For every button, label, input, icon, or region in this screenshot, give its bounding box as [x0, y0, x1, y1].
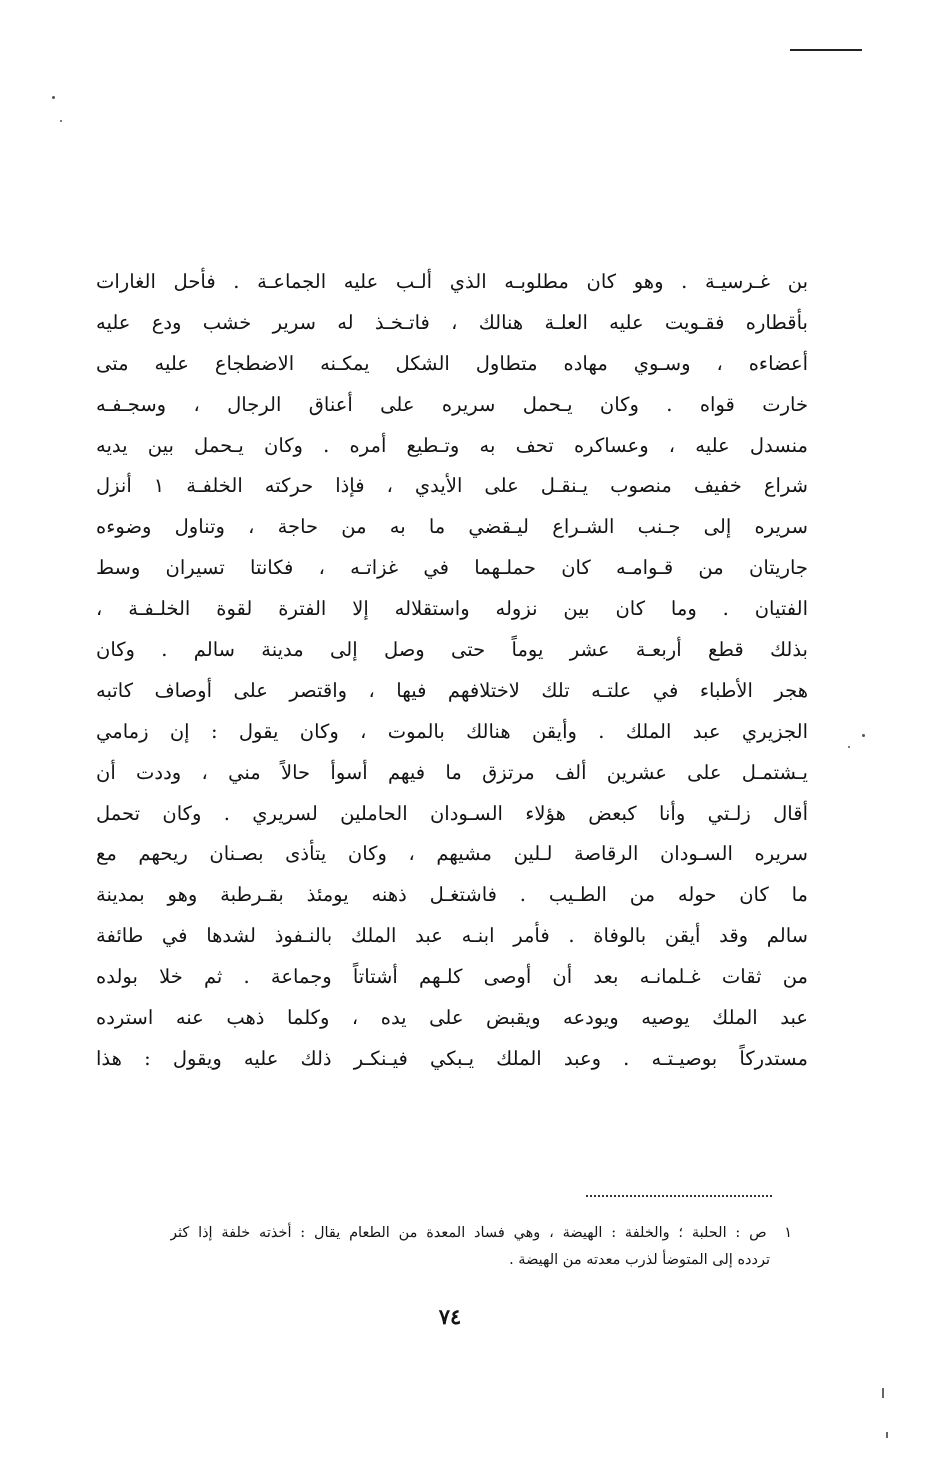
text-line: بن غـرسيـة . وهو كان مطلوبـه الذي ألـب عليه الجماعـة . فأحل الغارات	[96, 270, 808, 293]
header-rule	[790, 49, 862, 51]
text-line: مستدركاً بوصيـتـه . وعبد الملك يـبكي فيـنكـر ذلك عليه ويقول : هذا	[96, 1046, 808, 1070]
text-line: سريره إلى جـنب الشـراع ليـقضي ما به من حاجة ، وتناول وضوءه	[96, 515, 808, 539]
text-line: أعضاءه ، وسـوي مهاده متطاول الشكل يمكـنه الاضطجاع عليه متى	[96, 351, 808, 375]
page-number: ٧٤	[438, 1304, 462, 1329]
footnote-line	[170, 1220, 792, 1247]
text-line: أقال زلـتي وأنا كبعض هؤلاء السـودان الحاملين لسريري . وكان تحمل	[96, 801, 808, 825]
text-line: يـشتمـل على عشرين ألف مرتزق ما فيهم أسوأ حالاً مني ، وددت أن	[96, 760, 808, 784]
text-line: جاريتان من قـوامـه كان حملـهما في غزاتـه ، فكانتا تسيران وسط	[96, 556, 808, 580]
text-line: خارت قواه . وكان يـحمل سريره على أعناق الرجال ، وسجـفـه	[96, 392, 808, 416]
text-line: بذلك قطع أربعـة عشر يوماً حتى وصل إلى مدينة سالم . وكان	[96, 638, 808, 662]
text-line: سالم وقد أيقن بالوفاة . فأمر ابنـه عبد الملك بالنـفوذ لشدها في طائفة	[96, 924, 808, 948]
text-line: من ثقات غـلمانـه بعد أن أوصى كلـهم أشتاتاً وجماعة . ثم خلا بولده	[96, 965, 808, 989]
text-line: بأقطاره فقـويت عليه العلـة هنالك ، فاتـخـذ له سرير خشب ودع عليه	[96, 310, 808, 334]
text-line: الجزيري عبد الملك . وأيقن هنالك بالموت ، وكان يقول : إن زمامي	[96, 719, 808, 743]
text-line: عبد الملك يوصيه ويودعه ويقبض على يده ، وكلما ذهب عنه استرده	[96, 1006, 808, 1030]
scan-edge-mark	[886, 1432, 888, 1438]
scan-edge-mark	[882, 1388, 884, 1398]
text-line: شراع خفيف منصوب يـنقـل على الأيدي ، فإذا حركته الخلفـة ١ أنزل	[96, 474, 808, 498]
body-text	[96, 262, 808, 1080]
footnote-separator	[586, 1195, 772, 1197]
text-line: ما كان حوله من الطـيب . فاشتغـل ذهنه يومئذ بقـرطبة وهو بمدينة	[96, 883, 808, 907]
footnote	[170, 1220, 792, 1274]
text-line: الفتيان . وما كان بين نزوله واستقلاله إلا الفترة لقوة الخلـفـة ،	[96, 597, 808, 621]
footnote-text: ص : الحلبة ؛ والخلفة : الهيضة ، وهي فساد المعدة من الطعام يقال : أخذته خلفة إذا كثر	[170, 1225, 767, 1241]
footnote-marker: ١	[784, 1225, 792, 1241]
text-line: منسدل عليه ، وعساكره تحف به وتـطيع أمره . وكان يـحمل بين يديه	[96, 433, 808, 457]
footnote-line: تردده إلى المتوضأ لذرب معدته من الهيضة .	[509, 1252, 770, 1268]
text-line: هجر الأطباء في علتـه تلك لاختلافهم فيها ، واقتصر على أوصاف كاتبه	[96, 678, 808, 702]
text-line: سريره السـودان الرقاصة لـلين مشيهم ، وكان يتأذى بصـنان ريحهم مع	[96, 842, 808, 866]
